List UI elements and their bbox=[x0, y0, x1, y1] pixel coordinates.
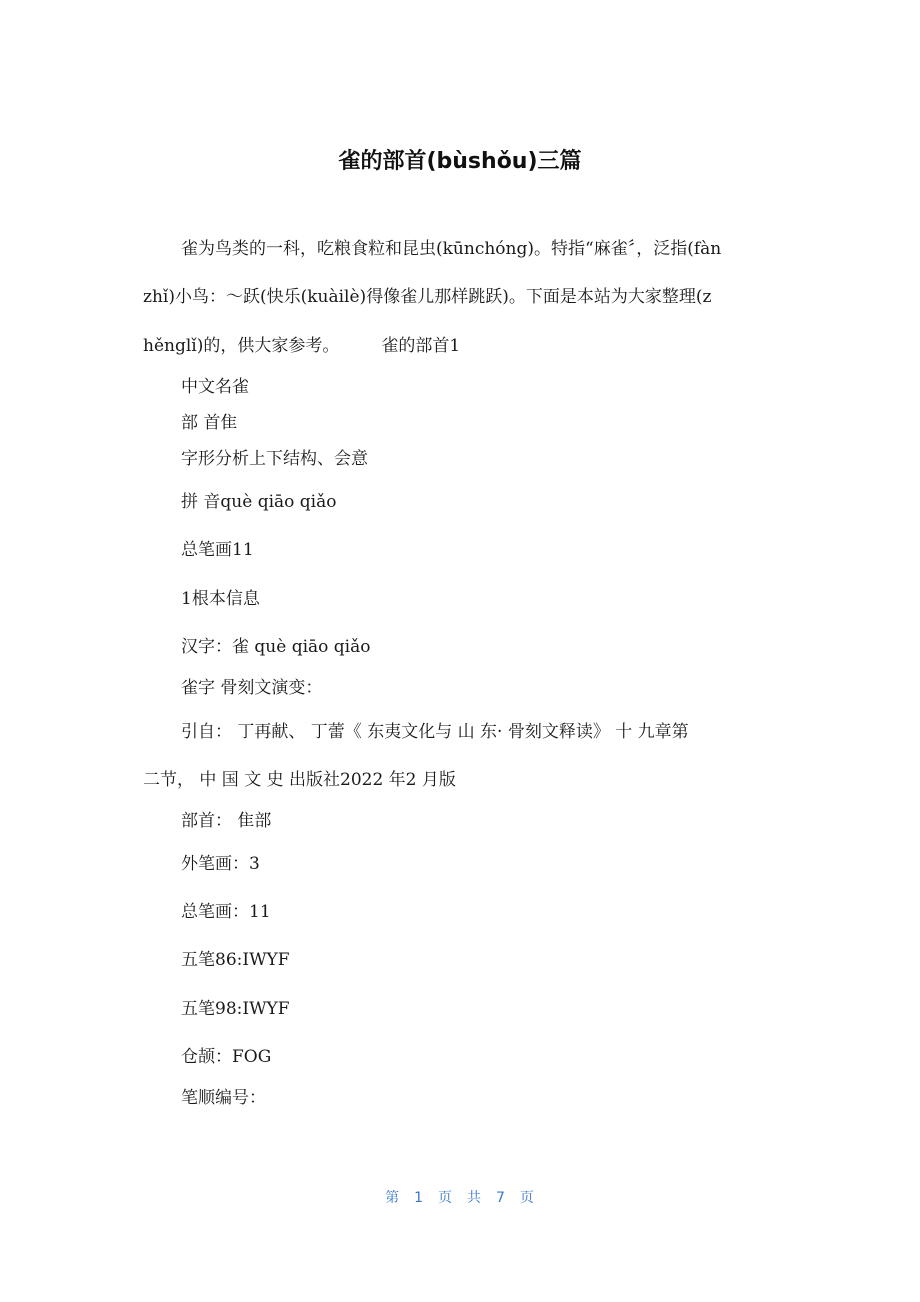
page-footer bbox=[0, 1187, 920, 1207]
detail-item: 五笔86:IWYF bbox=[181, 950, 290, 970]
citation-line-1: 引自： 丁再献、 丁蕾《 东夷文化与 山 东· 骨刻文释读》 十 九章第 bbox=[181, 722, 689, 742]
footer-di: 第 bbox=[385, 1190, 401, 1206]
info-item: 拼 音què qiāo qiǎo bbox=[181, 492, 337, 512]
detail-item: 笔顺编号： bbox=[181, 1088, 266, 1108]
detail-item: 总笔画：11 bbox=[181, 902, 271, 922]
intro-line-3 bbox=[143, 334, 783, 358]
intro-line-2: zhǐ)小鸟：～跃(快乐(kuàilè)得像雀儿那样跳跃)。下面是本站为大家整理(z bbox=[143, 287, 712, 307]
detail-item: 外笔画：3 bbox=[181, 854, 260, 874]
detail-item: 仓颉：FOG bbox=[181, 1047, 272, 1067]
footer-ye-2: 页 bbox=[519, 1190, 535, 1206]
intro-line-1: 雀为鸟类的一科，吃粮食粒和昆虫(kūnchóng)。特指“麻雀〞，泛指(fàn bbox=[181, 239, 722, 259]
detail-item: 五笔98:IWYF bbox=[181, 999, 290, 1019]
footer-ye: 页 bbox=[438, 1190, 453, 1206]
page-title: 雀的部首(bùshǒu)三篇 bbox=[338, 149, 582, 174]
footer-total-pages: 7 bbox=[496, 1190, 506, 1206]
info-item: 中文名雀 bbox=[181, 377, 249, 397]
detail-item: 部首： 隹部 bbox=[181, 811, 272, 831]
intro-line-3-text: hěnglǐ)的，供大家参考。 bbox=[143, 336, 340, 356]
info-item: 汉字：雀 què qiāo qiǎo bbox=[181, 637, 371, 657]
section-heading-1: 雀的部首1 bbox=[381, 336, 461, 356]
info-item: 总笔画11 bbox=[181, 540, 254, 560]
footer-page-number: 1 bbox=[414, 1190, 424, 1206]
info-item: 字形分析上下结构、会意 bbox=[181, 449, 368, 469]
info-item: 1根本信息 bbox=[181, 589, 260, 609]
footer-gong: 共 bbox=[467, 1190, 482, 1206]
info-item: 雀字 骨刻文演变： bbox=[181, 678, 323, 698]
citation-line-2: 二节， 中 国 文 史 出版社2022 年2 月版 bbox=[143, 770, 456, 790]
info-item: 部 首隹 bbox=[181, 413, 238, 433]
